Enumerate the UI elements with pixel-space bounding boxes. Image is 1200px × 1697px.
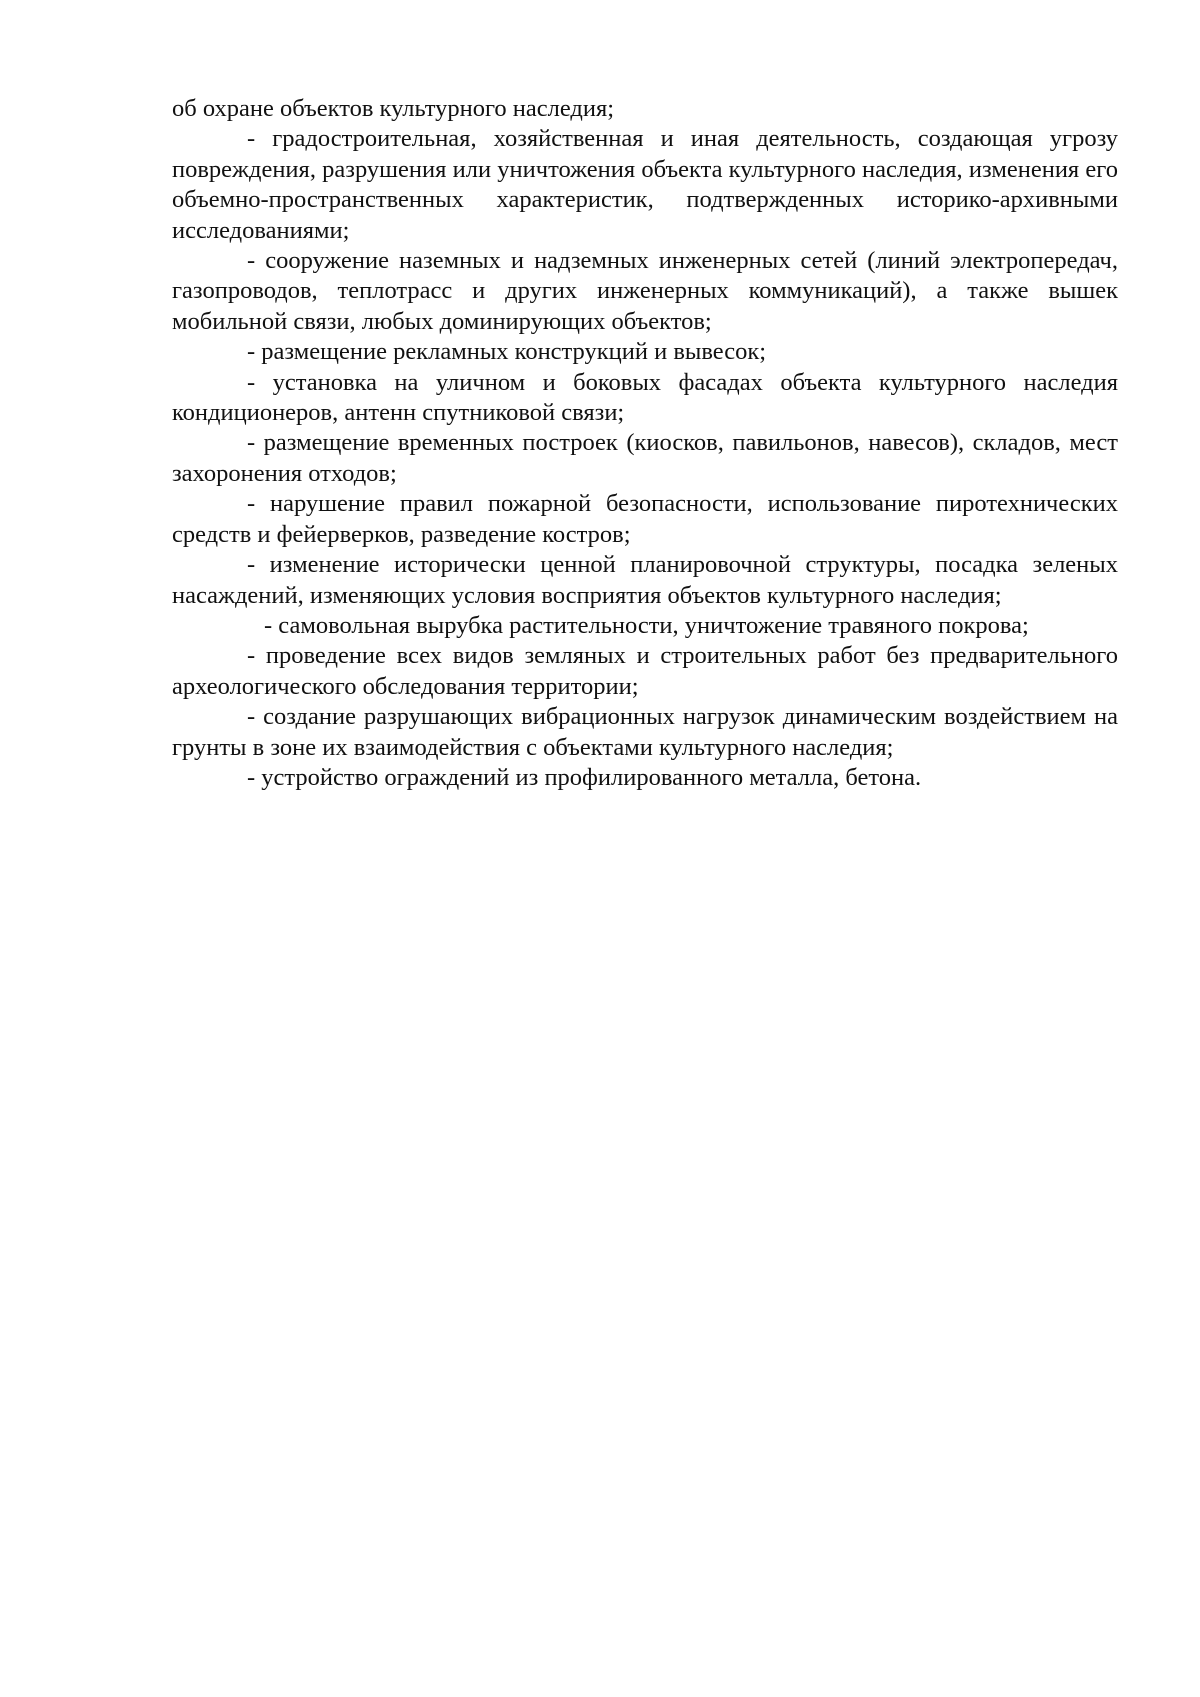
list-item: - сооружение наземных и надземных инженерных сетей (линий электропередач, газопроводов, теплотрасс и других инженерных коммуникаций), а также вышек мобильной связи, любых доминирующих объектов;: [172, 247, 1118, 335]
continuation-line: об охране объектов культурного наследия;: [172, 95, 615, 122]
list-item: - нарушение правил пожарной безопасности, использование пиротехнических средств и фейерверков, разведение костров;: [172, 490, 1118, 548]
list-item: - проведение всех видов земляных и строительных работ без предварительного археологического обследования территории;: [172, 642, 1118, 700]
list-item: - размещение рекламных конструкций и вывесок;: [247, 338, 767, 366]
list-item: - устройство ограждений из профилированного металла, бетона.: [247, 763, 922, 791]
list-item: - размещение временных построек (киосков, павильонов, навесов), складов, мест захоронения отходов;: [172, 429, 1118, 487]
list-item: - установка на уличном и боковых фасадах объекта культурного наследия кондиционеров, антенн спутниковой связи;: [172, 368, 1118, 427]
list-item: - самовольная вырубка растительности, уничтожение травяного покрова;: [264, 611, 1029, 639]
document-body: [172, 94, 1118, 793]
list-item: - градостроительная, хозяйственная и иная деятельность, создающая угрозу повреждения, разрушения или уничтожения объекта культурного наследия, изменения его объемно-пространственных характеристик, подтвержденных историко-архивными исследованиями;: [172, 125, 1118, 244]
list-item: - создание разрушающих вибрационных нагрузок динамическим воздействием на грунты в зоне их взаимодействия с объектами культурного наследия;: [172, 703, 1118, 761]
list-item: - изменение исторически ценной планировочной структуры, посадка зеленых насаждений, изменяющих условия восприятия объектов культурного наследия;: [172, 551, 1118, 609]
